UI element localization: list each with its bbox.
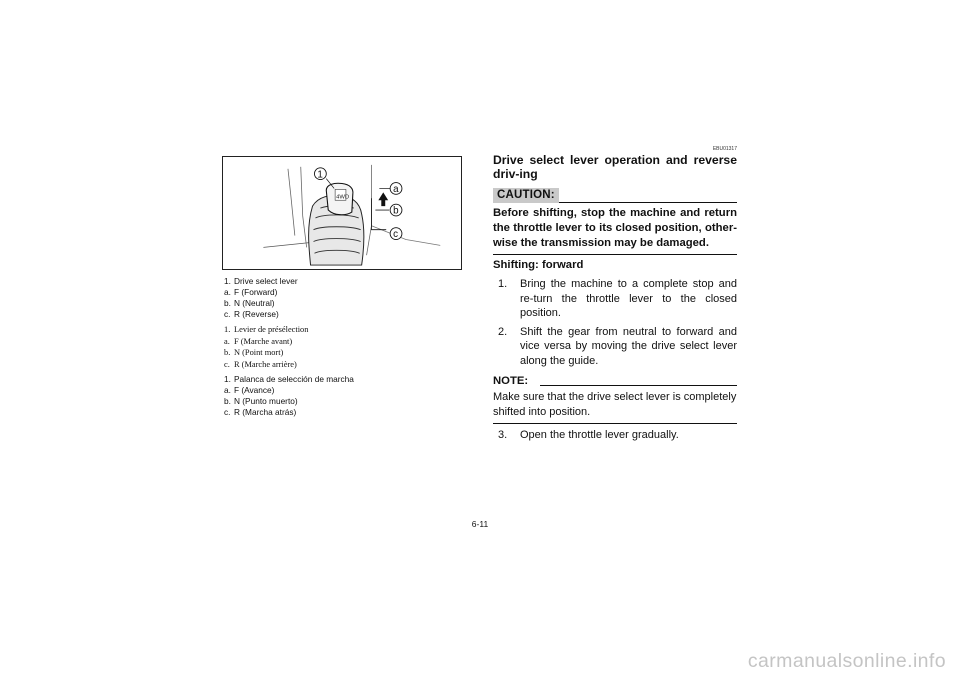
- caption-key: 1.: [224, 276, 231, 286]
- step-item: [493, 325, 737, 369]
- step-number: 1.: [498, 278, 508, 290]
- step-text: Open the throttle lever gradually.: [520, 428, 679, 441]
- callout-1-label: 1: [317, 169, 323, 181]
- caption-text: R (Marcha atrás): [234, 407, 297, 418]
- caption-key: b.: [224, 348, 231, 358]
- caption-key: c.: [224, 309, 231, 320]
- caption-text: Drive select lever: [234, 276, 298, 286]
- caption-line: [224, 324, 464, 335]
- caption-text: N (Punto muerto): [234, 396, 298, 407]
- note-rule: [540, 385, 737, 386]
- caption-group-fr: [224, 324, 464, 370]
- step-text: Shift the gear from neutral to forward and vice versa by moving the drive select lever along the guide.: [520, 325, 737, 367]
- callout-a-label: a: [393, 183, 399, 195]
- caption-line: [224, 336, 464, 347]
- caption-line: [224, 385, 464, 396]
- forward-arrow-icon: [378, 192, 388, 206]
- caution-end-rule: [493, 254, 737, 255]
- caption-text: F (Avance): [234, 385, 275, 396]
- caption-line: [224, 396, 464, 407]
- caption-key: b.: [224, 298, 231, 309]
- step-text: Bring the machine to a complete stop and re-turn the throttle lever to the closed position.: [520, 278, 737, 320]
- caption-text: F (Marche avant): [234, 336, 293, 346]
- step-number: 2.: [498, 325, 508, 338]
- caption-key: c.: [224, 407, 231, 418]
- caption-text: F (Forward): [234, 287, 278, 298]
- caption-line: [224, 407, 464, 418]
- caption-text: Palanca de selección de marcha: [234, 374, 354, 384]
- note-header: [493, 374, 737, 388]
- caption-key: a.: [224, 336, 230, 346]
- step-item: [493, 428, 737, 443]
- caution-rule: [559, 202, 737, 203]
- step-item: [493, 277, 737, 321]
- instruction-column: [493, 146, 737, 442]
- caution-header: [493, 187, 737, 203]
- caption-key: a.: [224, 287, 231, 298]
- caption-line: [224, 374, 464, 385]
- section-code: EBU01317: [712, 146, 737, 152]
- callout-b-label: b: [393, 205, 399, 217]
- page-number: 6-11: [471, 519, 489, 529]
- caption-line: [224, 298, 464, 309]
- knob-glyph: 4WD: [336, 194, 350, 201]
- caution-label: CAUTION:: [493, 188, 559, 203]
- note-text: Make sure that the drive select lever is completely shifted into position.: [493, 390, 737, 418]
- figure-captions: [224, 276, 464, 422]
- caption-key: c.: [224, 359, 230, 369]
- caption-group-en: [224, 276, 464, 320]
- callout-c-label: c: [393, 229, 398, 241]
- step-number: 3.: [498, 428, 508, 441]
- caption-key: 1.: [224, 325, 231, 335]
- caption-line: [224, 347, 464, 358]
- caption-line: [224, 359, 464, 370]
- caption-group-es: [224, 374, 464, 418]
- caption-text: R (Marche arrière): [234, 359, 297, 369]
- note-end-rule: [493, 423, 737, 424]
- caption-key: 1.: [224, 374, 231, 384]
- caption-line: [224, 287, 464, 298]
- caption-key: a.: [224, 385, 231, 396]
- drive-select-lever-figure: [222, 156, 462, 270]
- watermark: carmanualsonline.info: [747, 650, 946, 672]
- caption-text: Levier de présélection: [234, 325, 309, 335]
- caption-line: [224, 276, 464, 287]
- caution-text: Before shifting, stop the machine and return the throttle lever to its closed position, other-wise the transmission may be damaged.: [493, 207, 737, 249]
- lever-illustration: [223, 157, 461, 269]
- section-heading: Drive select lever operation and reverse driv-ing: [493, 153, 737, 181]
- caption-text: R (Reverse): [234, 309, 279, 320]
- caption-text: N (Point mort): [234, 348, 284, 358]
- subheading-shifting-forward: Shifting: forward: [493, 259, 584, 271]
- note-label: NOTE:: [493, 374, 529, 387]
- caption-text: N (Neutral): [234, 298, 275, 309]
- caption-key: b.: [224, 396, 231, 407]
- caption-line: [224, 309, 464, 320]
